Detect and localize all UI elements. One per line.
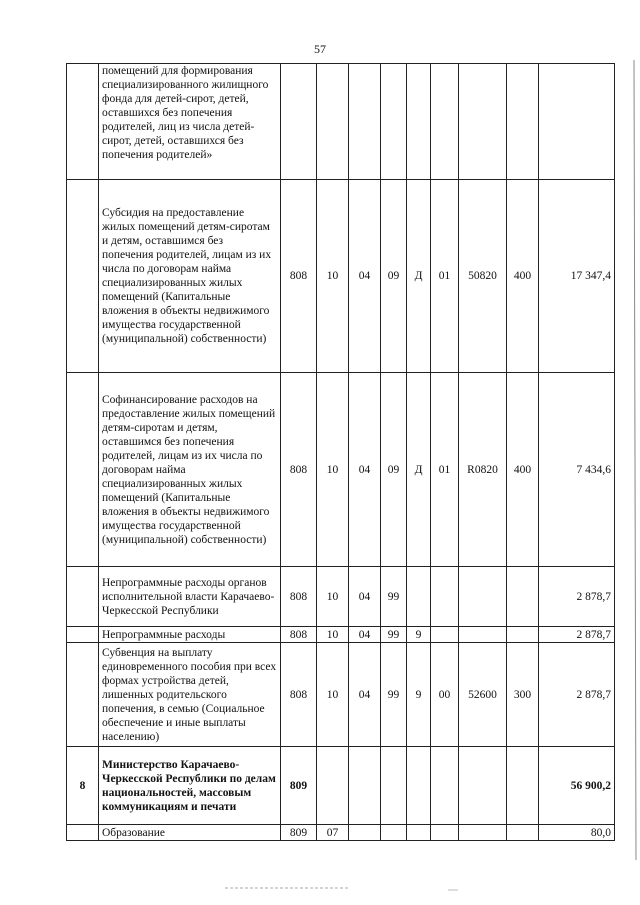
program-code bbox=[381, 825, 407, 841]
program-code bbox=[381, 747, 407, 825]
ministry-code: 808 bbox=[281, 180, 317, 373]
row-description: Непрограммные расходы органов исполнительной власти Карачаево-Черкесской Республики bbox=[99, 567, 281, 627]
event-code bbox=[431, 567, 459, 627]
row-number bbox=[67, 180, 99, 373]
subsection-code: 04 bbox=[349, 180, 381, 373]
expense-type-code bbox=[507, 747, 539, 825]
subsection-code bbox=[349, 747, 381, 825]
expense-type-code: 400 bbox=[507, 180, 539, 373]
row-number bbox=[67, 643, 99, 747]
table-row bbox=[67, 180, 615, 373]
program-code: 09 bbox=[381, 373, 407, 567]
section-code: 10 bbox=[317, 643, 349, 747]
subprogram-code bbox=[407, 64, 431, 180]
amount: 2 878,7 bbox=[539, 643, 615, 747]
direction-code bbox=[459, 567, 507, 627]
expense-type-code: 400 bbox=[507, 373, 539, 567]
event-code bbox=[431, 825, 459, 841]
row-description: Субвенция на выплату единовременного пособия при всех формах устройства детей, лишенных родительского попечения, в семью (Социальное обеспечение и иные выплаты населению) bbox=[99, 643, 281, 747]
subprogram-code bbox=[407, 747, 431, 825]
table-row bbox=[67, 747, 615, 825]
event-code bbox=[431, 627, 459, 643]
subprogram-code: Д bbox=[407, 373, 431, 567]
section-code bbox=[317, 747, 349, 825]
section-code: 10 bbox=[317, 373, 349, 567]
row-number bbox=[67, 825, 99, 841]
program-code bbox=[381, 64, 407, 180]
ministry-code: 808 bbox=[281, 627, 317, 643]
table-row bbox=[67, 627, 615, 643]
row-description: Непрограммные расходы bbox=[99, 627, 281, 643]
row-description: Образование bbox=[99, 825, 281, 841]
ministry-code: 809 bbox=[281, 747, 317, 825]
ministry-code: 808 bbox=[281, 567, 317, 627]
row-number: 8 bbox=[67, 747, 99, 825]
amount: 56 900,2 bbox=[539, 747, 615, 825]
subprogram-code bbox=[407, 567, 431, 627]
scan-edge-line bbox=[634, 60, 636, 860]
row-description: Министерство Карачаево-Черкесской Республики по делам национальностей, массовым коммуникациям и печати bbox=[99, 747, 281, 825]
amount: 7 434,6 bbox=[539, 373, 615, 567]
section-code: 10 bbox=[317, 627, 349, 643]
section-code bbox=[317, 64, 349, 180]
direction-code: 52600 bbox=[459, 643, 507, 747]
table-row bbox=[67, 64, 615, 180]
direction-code: 50820 bbox=[459, 180, 507, 373]
subsection-code: 04 bbox=[349, 627, 381, 643]
direction-code bbox=[459, 825, 507, 841]
row-number bbox=[67, 373, 99, 567]
program-code: 09 bbox=[381, 180, 407, 373]
table-row bbox=[67, 643, 615, 747]
ministry-code: 808 bbox=[281, 643, 317, 747]
program-code: 99 bbox=[381, 643, 407, 747]
subsection-code bbox=[349, 64, 381, 180]
ministry-code bbox=[281, 64, 317, 180]
event-code: 01 bbox=[431, 373, 459, 567]
event-code: 01 bbox=[431, 180, 459, 373]
subprogram-code: 9 bbox=[407, 643, 431, 747]
row-description: Субсидия на предоставление жилых помещений детям-сиротам и детям, оставшимся без попечения родителей, лицам из их числа по договорам найма специализированных жилых помещений (Капитальные вложения в объекты недвижимого имущества государственной (муниципальной) собственности) bbox=[99, 180, 281, 373]
direction-code: R0820 bbox=[459, 373, 507, 567]
ministry-code: 808 bbox=[281, 373, 317, 567]
budget-table bbox=[66, 63, 615, 841]
amount: 2 878,7 bbox=[539, 627, 615, 643]
subsection-code bbox=[349, 825, 381, 841]
amount bbox=[539, 64, 615, 180]
expense-type-code bbox=[507, 567, 539, 627]
amount: 2 878,7 bbox=[539, 567, 615, 627]
ministry-code: 809 bbox=[281, 825, 317, 841]
row-number bbox=[67, 64, 99, 180]
expense-type-code bbox=[507, 64, 539, 180]
subprogram-code bbox=[407, 825, 431, 841]
amount: 17 347,4 bbox=[539, 180, 615, 373]
table-row bbox=[67, 373, 615, 567]
section-code: 07 bbox=[317, 825, 349, 841]
subprogram-code: 9 bbox=[407, 627, 431, 643]
program-code: 99 bbox=[381, 567, 407, 627]
section-code: 10 bbox=[317, 567, 349, 627]
section-code: 10 bbox=[317, 180, 349, 373]
row-description: помещений для формирования специализированного жилищного фонда для детей-сирот, детей, оставшихся без попечения родителей, лиц из числа детей-сирот, детей, оставшихся без попечения родителей» bbox=[99, 64, 281, 180]
direction-code bbox=[459, 627, 507, 643]
row-number bbox=[67, 567, 99, 627]
expense-type-code bbox=[507, 627, 539, 643]
expense-type-code bbox=[507, 825, 539, 841]
page-number: 57 bbox=[314, 42, 326, 56]
row-number bbox=[67, 627, 99, 643]
row-description: Софинансирование расходов на предоставление жилых помещений детям-сиротам и детям, оставшимся без попечения родителей, лицам из их числа по договорам найма специализированных жилых помещений (Капитальные вложения в объекты недвижимого имущества государственной (муниципальной) собственности) bbox=[99, 373, 281, 567]
subsection-code: 04 bbox=[349, 373, 381, 567]
subprogram-code: Д bbox=[407, 180, 431, 373]
program-code: 99 bbox=[381, 627, 407, 643]
event-code bbox=[431, 747, 459, 825]
subsection-code: 04 bbox=[349, 643, 381, 747]
amount: 80,0 bbox=[539, 825, 615, 841]
event-code bbox=[431, 64, 459, 180]
table-row bbox=[67, 567, 615, 627]
expense-type-code: 300 bbox=[507, 643, 539, 747]
direction-code bbox=[459, 64, 507, 180]
table-row bbox=[67, 825, 615, 841]
direction-code bbox=[459, 747, 507, 825]
event-code: 00 bbox=[431, 643, 459, 747]
subsection-code: 04 bbox=[349, 567, 381, 627]
